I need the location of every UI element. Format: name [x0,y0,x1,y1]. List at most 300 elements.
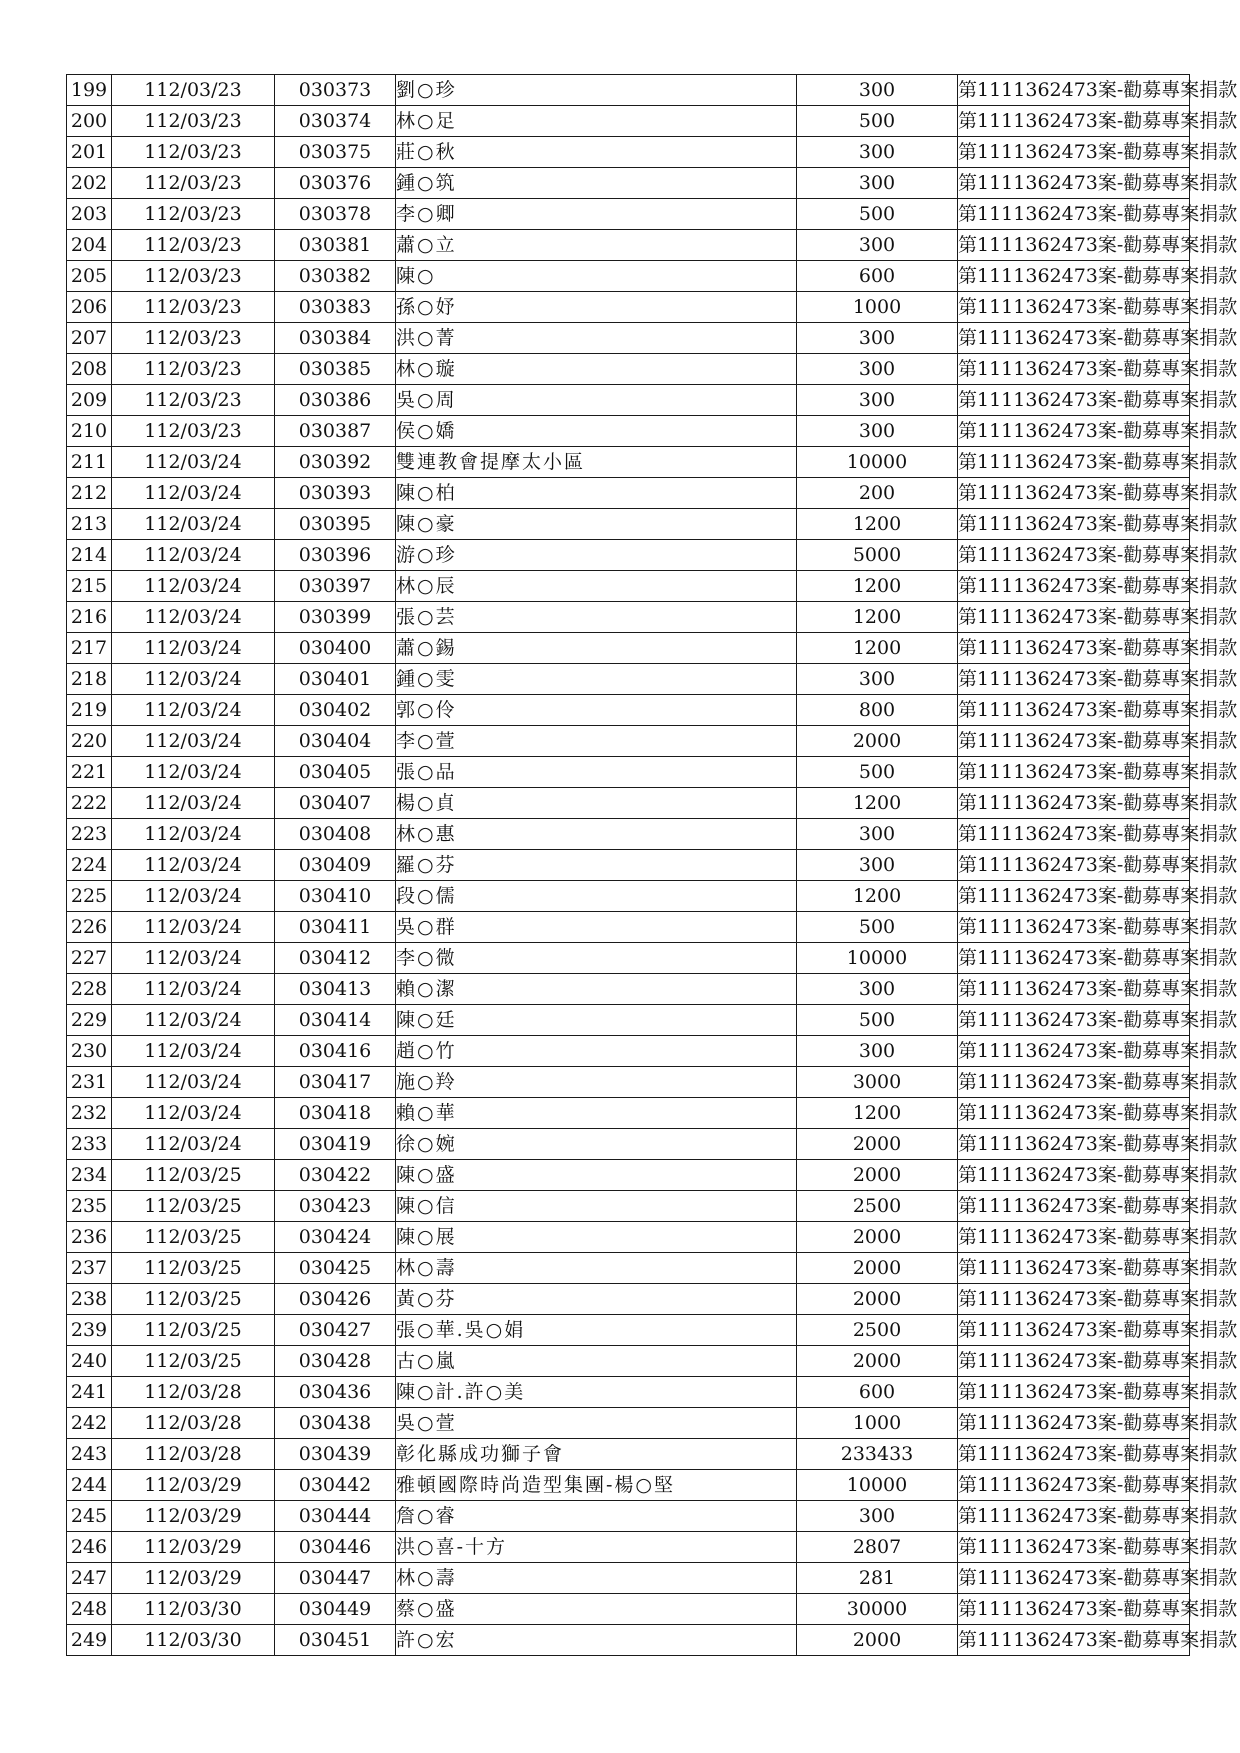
amount-cell: 300 [797,168,958,199]
table-row [67,323,1190,354]
receipt-number-cell: 030374 [275,106,396,137]
amount-cell: 1200 [797,571,958,602]
amount-cell: 500 [797,757,958,788]
note-cell: 第1111362473案-勸募專案捐款 [958,168,1190,199]
note-cell: 第1111362473案-勸募專案捐款 [958,323,1190,354]
row-number-cell: 227 [67,943,112,974]
donor-name-cell: 陳○柏 [396,478,797,509]
note-cell: 第1111362473案-勸募專案捐款 [958,1098,1190,1129]
receipt-number-cell: 030428 [275,1346,396,1377]
date-cell: 112/03/25 [112,1346,275,1377]
donor-name-cell: 林○璇 [396,354,797,385]
table-row [67,695,1190,726]
receipt-number-cell: 030412 [275,943,396,974]
amount-cell: 1200 [797,788,958,819]
amount-cell: 300 [797,416,958,447]
donor-name-cell: 古○嵐 [396,1346,797,1377]
donor-name-cell: 蔡○盛 [396,1594,797,1625]
table-row [67,416,1190,447]
amount-cell: 300 [797,664,958,695]
row-number-cell: 225 [67,881,112,912]
date-cell: 112/03/24 [112,1036,275,1067]
note-cell: 第1111362473案-勸募專案捐款 [958,540,1190,571]
date-cell: 112/03/24 [112,850,275,881]
receipt-number-cell: 030410 [275,881,396,912]
row-number-cell: 231 [67,1067,112,1098]
row-number-cell: 221 [67,757,112,788]
receipt-number-cell: 030378 [275,199,396,230]
table-row [67,1501,1190,1532]
table-row [67,1098,1190,1129]
receipt-number-cell: 030393 [275,478,396,509]
row-number-cell: 236 [67,1222,112,1253]
row-number-cell: 238 [67,1284,112,1315]
row-number-cell: 232 [67,1098,112,1129]
note-cell: 第1111362473案-勸募專案捐款 [958,1408,1190,1439]
donor-name-cell: 吳○群 [396,912,797,943]
date-cell: 112/03/24 [112,1067,275,1098]
receipt-number-cell: 030419 [275,1129,396,1160]
date-cell: 112/03/28 [112,1377,275,1408]
receipt-number-cell: 030418 [275,1098,396,1129]
note-cell: 第1111362473案-勸募專案捐款 [958,788,1190,819]
row-number-cell: 213 [67,509,112,540]
amount-cell: 500 [797,106,958,137]
amount-cell: 300 [797,230,958,261]
receipt-number-cell: 030373 [275,75,396,106]
amount-cell: 800 [797,695,958,726]
note-cell: 第1111362473案-勸募專案捐款 [958,1036,1190,1067]
donor-name-cell: 羅○芬 [396,850,797,881]
amount-cell: 300 [797,75,958,106]
row-number-cell: 209 [67,385,112,416]
note-cell: 第1111362473案-勸募專案捐款 [958,974,1190,1005]
table-row [67,478,1190,509]
note-cell: 第1111362473案-勸募專案捐款 [958,1222,1190,1253]
row-number-cell: 211 [67,447,112,478]
row-number-cell: 217 [67,633,112,664]
amount-cell: 600 [797,261,958,292]
donor-name-cell: 洪○菁 [396,323,797,354]
receipt-number-cell: 030400 [275,633,396,664]
receipt-number-cell: 030387 [275,416,396,447]
donor-name-cell: 林○辰 [396,571,797,602]
donor-name-cell: 張○芸 [396,602,797,633]
amount-cell: 2500 [797,1191,958,1222]
receipt-number-cell: 030376 [275,168,396,199]
table-row [67,106,1190,137]
donor-name-cell: 陳○信 [396,1191,797,1222]
donor-name-cell: 鍾○雯 [396,664,797,695]
row-number-cell: 244 [67,1470,112,1501]
donor-name-cell: 彰化縣成功獅子會 [396,1439,797,1470]
amount-cell: 1000 [797,292,958,323]
table-row [67,540,1190,571]
amount-cell: 2000 [797,726,958,757]
table-row [67,571,1190,602]
receipt-number-cell: 030446 [275,1532,396,1563]
donor-name-cell: 施○羚 [396,1067,797,1098]
donor-name-cell: 林○壽 [396,1253,797,1284]
row-number-cell: 247 [67,1563,112,1594]
table-row [67,1439,1190,1470]
table-row [67,199,1190,230]
donor-name-cell: 侯○嬌 [396,416,797,447]
table-row [67,447,1190,478]
amount-cell: 500 [797,1005,958,1036]
receipt-number-cell: 030386 [275,385,396,416]
receipt-number-cell: 030383 [275,292,396,323]
amount-cell: 2000 [797,1129,958,1160]
row-number-cell: 246 [67,1532,112,1563]
receipt-number-cell: 030414 [275,1005,396,1036]
receipt-number-cell: 030424 [275,1222,396,1253]
note-cell: 第1111362473案-勸募專案捐款 [958,1315,1190,1346]
table-row [67,261,1190,292]
row-number-cell: 224 [67,850,112,881]
date-cell: 112/03/24 [112,478,275,509]
row-number-cell: 233 [67,1129,112,1160]
row-number-cell: 234 [67,1160,112,1191]
note-cell: 第1111362473案-勸募專案捐款 [958,137,1190,168]
donor-name-cell: 劉○珍 [396,75,797,106]
date-cell: 112/03/24 [112,912,275,943]
amount-cell: 300 [797,850,958,881]
table-row [67,1284,1190,1315]
donor-name-cell: 陳○盛 [396,1160,797,1191]
date-cell: 112/03/24 [112,757,275,788]
date-cell: 112/03/28 [112,1439,275,1470]
note-cell: 第1111362473案-勸募專案捐款 [958,509,1190,540]
note-cell: 第1111362473案-勸募專案捐款 [958,1470,1190,1501]
amount-cell: 1200 [797,633,958,664]
table-row [67,788,1190,819]
table-row [67,1563,1190,1594]
date-cell: 112/03/25 [112,1160,275,1191]
row-number-cell: 215 [67,571,112,602]
table-row [67,912,1190,943]
donor-name-cell: 陳○ [396,261,797,292]
row-number-cell: 248 [67,1594,112,1625]
date-cell: 112/03/24 [112,633,275,664]
note-cell: 第1111362473案-勸募專案捐款 [958,447,1190,478]
note-cell: 第1111362473案-勸募專案捐款 [958,1253,1190,1284]
donor-name-cell: 黃○芬 [396,1284,797,1315]
note-cell: 第1111362473案-勸募專案捐款 [958,695,1190,726]
donor-name-cell: 鍾○筑 [396,168,797,199]
row-number-cell: 214 [67,540,112,571]
row-number-cell: 216 [67,602,112,633]
receipt-number-cell: 030397 [275,571,396,602]
donor-name-cell: 洪○喜-十方 [396,1532,797,1563]
amount-cell: 3000 [797,1067,958,1098]
donor-name-cell: 陳○廷 [396,1005,797,1036]
table-row [67,726,1190,757]
note-cell: 第1111362473案-勸募專案捐款 [958,1625,1190,1656]
date-cell: 112/03/23 [112,261,275,292]
amount-cell: 300 [797,1036,958,1067]
date-cell: 112/03/29 [112,1563,275,1594]
donor-name-cell: 蕭○立 [396,230,797,261]
note-cell: 第1111362473案-勸募專案捐款 [958,850,1190,881]
note-cell: 第1111362473案-勸募專案捐款 [958,726,1190,757]
donor-name-cell: 莊○秋 [396,137,797,168]
date-cell: 112/03/25 [112,1222,275,1253]
row-number-cell: 220 [67,726,112,757]
table-row [67,633,1190,664]
amount-cell: 300 [797,1501,958,1532]
date-cell: 112/03/30 [112,1625,275,1656]
donation-ledger-table [66,74,1238,1656]
note-cell: 第1111362473案-勸募專案捐款 [958,1532,1190,1563]
note-cell: 第1111362473案-勸募專案捐款 [958,664,1190,695]
row-number-cell: 208 [67,354,112,385]
amount-cell: 600 [797,1377,958,1408]
date-cell: 112/03/24 [112,509,275,540]
row-number-cell: 241 [67,1377,112,1408]
date-cell: 112/03/23 [112,292,275,323]
note-cell: 第1111362473案-勸募專案捐款 [958,1501,1190,1532]
amount-cell: 200 [797,478,958,509]
row-number-cell: 228 [67,974,112,1005]
amount-cell: 300 [797,354,958,385]
table-row [67,943,1190,974]
row-number-cell: 243 [67,1439,112,1470]
receipt-number-cell: 030427 [275,1315,396,1346]
note-cell: 第1111362473案-勸募專案捐款 [958,943,1190,974]
row-number-cell: 229 [67,1005,112,1036]
table-row [67,1377,1190,1408]
note-cell: 第1111362473案-勸募專案捐款 [958,1191,1190,1222]
row-number-cell: 201 [67,137,112,168]
donor-name-cell: 趙○竹 [396,1036,797,1067]
table-row [67,1315,1190,1346]
receipt-number-cell: 030444 [275,1501,396,1532]
row-number-cell: 240 [67,1346,112,1377]
table-row [67,75,1190,106]
note-cell: 第1111362473案-勸募專案捐款 [958,1563,1190,1594]
table-row [67,602,1190,633]
row-number-cell: 249 [67,1625,112,1656]
row-number-cell: 212 [67,478,112,509]
amount-cell: 10000 [797,447,958,478]
donor-name-cell: 林○惠 [396,819,797,850]
receipt-number-cell: 030439 [275,1439,396,1470]
date-cell: 112/03/24 [112,571,275,602]
date-cell: 112/03/23 [112,354,275,385]
date-cell: 112/03/24 [112,1005,275,1036]
note-cell: 第1111362473案-勸募專案捐款 [958,881,1190,912]
date-cell: 112/03/24 [112,881,275,912]
amount-cell: 500 [797,199,958,230]
receipt-number-cell: 030408 [275,819,396,850]
table-row [67,137,1190,168]
date-cell: 112/03/25 [112,1253,275,1284]
table-row [67,1625,1190,1656]
row-number-cell: 219 [67,695,112,726]
row-number-cell: 200 [67,106,112,137]
donor-name-cell: 雅頓國際時尚造型集團-楊○堅 [396,1470,797,1501]
row-number-cell: 206 [67,292,112,323]
table-row [67,1222,1190,1253]
amount-cell: 2807 [797,1532,958,1563]
table-row [67,168,1190,199]
amount-cell: 300 [797,323,958,354]
date-cell: 112/03/29 [112,1501,275,1532]
table-row [67,664,1190,695]
note-cell: 第1111362473案-勸募專案捐款 [958,478,1190,509]
table-row [67,1005,1190,1036]
date-cell: 112/03/23 [112,230,275,261]
date-cell: 112/03/25 [112,1284,275,1315]
note-cell: 第1111362473案-勸募專案捐款 [958,1129,1190,1160]
note-cell: 第1111362473案-勸募專案捐款 [958,1439,1190,1470]
note-cell: 第1111362473案-勸募專案捐款 [958,602,1190,633]
row-number-cell: 226 [67,912,112,943]
amount-cell: 10000 [797,1470,958,1501]
date-cell: 112/03/24 [112,447,275,478]
amount-cell: 2000 [797,1625,958,1656]
donor-name-cell: 李○微 [396,943,797,974]
donor-name-cell: 林○壽 [396,1563,797,1594]
receipt-number-cell: 030436 [275,1377,396,1408]
receipt-number-cell: 030381 [275,230,396,261]
donor-name-cell: 陳○計.許○美 [396,1377,797,1408]
row-number-cell: 245 [67,1501,112,1532]
receipt-number-cell: 030385 [275,354,396,385]
note-cell: 第1111362473案-勸募專案捐款 [958,199,1190,230]
donor-name-cell: 張○華.吳○娟 [396,1315,797,1346]
receipt-number-cell: 030407 [275,788,396,819]
date-cell: 112/03/29 [112,1532,275,1563]
receipt-number-cell: 030416 [275,1036,396,1067]
table-row [67,1532,1190,1563]
amount-cell: 10000 [797,943,958,974]
amount-cell: 300 [797,137,958,168]
date-cell: 112/03/24 [112,819,275,850]
note-cell: 第1111362473案-勸募專案捐款 [958,1067,1190,1098]
note-cell: 第1111362473案-勸募專案捐款 [958,354,1190,385]
table-row [67,850,1190,881]
amount-cell: 1200 [797,1098,958,1129]
note-cell: 第1111362473案-勸募專案捐款 [958,1377,1190,1408]
donor-name-cell: 陳○豪 [396,509,797,540]
table-row [67,1253,1190,1284]
date-cell: 112/03/24 [112,726,275,757]
table-row [67,974,1190,1005]
amount-cell: 300 [797,385,958,416]
donor-name-cell: 徐○婉 [396,1129,797,1160]
receipt-number-cell: 030396 [275,540,396,571]
receipt-number-cell: 030405 [275,757,396,788]
donor-name-cell: 孫○妤 [396,292,797,323]
receipt-number-cell: 030417 [275,1067,396,1098]
date-cell: 112/03/24 [112,788,275,819]
date-cell: 112/03/23 [112,137,275,168]
date-cell: 112/03/23 [112,385,275,416]
donor-name-cell: 雙連教會提摩太小區 [396,447,797,478]
amount-cell: 1200 [797,602,958,633]
receipt-number-cell: 030382 [275,261,396,292]
donor-name-cell: 賴○華 [396,1098,797,1129]
note-cell: 第1111362473案-勸募專案捐款 [958,385,1190,416]
note-cell: 第1111362473案-勸募專案捐款 [958,292,1190,323]
note-cell: 第1111362473案-勸募專案捐款 [958,1160,1190,1191]
amount-cell: 2000 [797,1284,958,1315]
note-cell: 第1111362473案-勸募專案捐款 [958,633,1190,664]
date-cell: 112/03/24 [112,1098,275,1129]
row-number-cell: 204 [67,230,112,261]
note-cell: 第1111362473案-勸募專案捐款 [958,230,1190,261]
donor-name-cell: 張○品 [396,757,797,788]
ledger-body [67,75,1238,1656]
donor-name-cell: 林○足 [396,106,797,137]
receipt-number-cell: 030449 [275,1594,396,1625]
table-row [67,1129,1190,1160]
table-row [67,1470,1190,1501]
receipt-number-cell: 030447 [275,1563,396,1594]
note-cell: 第1111362473案-勸募專案捐款 [958,1346,1190,1377]
receipt-number-cell: 030422 [275,1160,396,1191]
row-number-cell: 210 [67,416,112,447]
row-number-cell: 242 [67,1408,112,1439]
donor-name-cell: 段○儒 [396,881,797,912]
date-cell: 112/03/25 [112,1315,275,1346]
receipt-number-cell: 030451 [275,1625,396,1656]
row-number-cell: 223 [67,819,112,850]
table-row [67,354,1190,385]
receipt-number-cell: 030425 [275,1253,396,1284]
receipt-number-cell: 030409 [275,850,396,881]
row-number-cell: 237 [67,1253,112,1284]
row-number-cell: 239 [67,1315,112,1346]
receipt-number-cell: 030401 [275,664,396,695]
donor-name-cell: 陳○展 [396,1222,797,1253]
table-row [67,881,1190,912]
date-cell: 112/03/25 [112,1191,275,1222]
table-row [67,819,1190,850]
donor-name-cell: 李○萱 [396,726,797,757]
amount-cell: 1000 [797,1408,958,1439]
amount-cell: 500 [797,912,958,943]
receipt-number-cell: 030395 [275,509,396,540]
date-cell: 112/03/23 [112,323,275,354]
receipt-number-cell: 030384 [275,323,396,354]
amount-cell: 1200 [797,509,958,540]
amount-cell: 281 [797,1563,958,1594]
row-number-cell: 199 [67,75,112,106]
date-cell: 112/03/28 [112,1408,275,1439]
donor-name-cell: 吳○萱 [396,1408,797,1439]
date-cell: 112/03/24 [112,943,275,974]
date-cell: 112/03/23 [112,75,275,106]
receipt-number-cell: 030404 [275,726,396,757]
amount-cell: 30000 [797,1594,958,1625]
date-cell: 112/03/30 [112,1594,275,1625]
donor-name-cell: 郭○伶 [396,695,797,726]
table-row [67,1594,1190,1625]
amount-cell: 2000 [797,1253,958,1284]
amount-cell: 300 [797,974,958,1005]
table-row [67,1067,1190,1098]
date-cell: 112/03/23 [112,168,275,199]
date-cell: 112/03/23 [112,416,275,447]
donor-name-cell: 許○宏 [396,1625,797,1656]
table-row [67,1346,1190,1377]
note-cell: 第1111362473案-勸募專案捐款 [958,75,1190,106]
receipt-number-cell: 030411 [275,912,396,943]
receipt-number-cell: 030402 [275,695,396,726]
